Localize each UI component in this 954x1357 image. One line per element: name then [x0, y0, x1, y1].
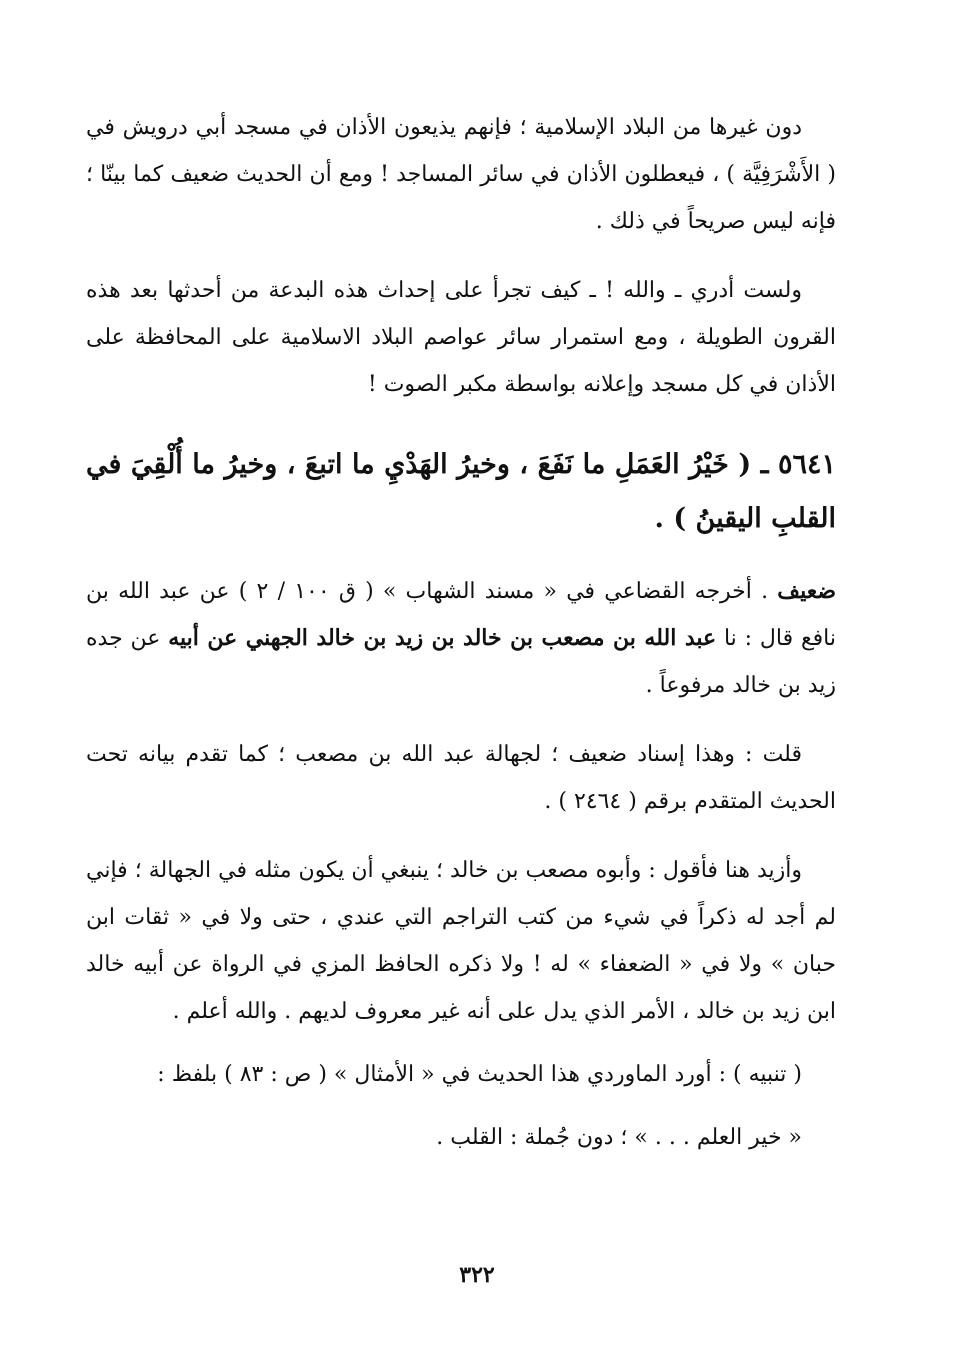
paragraph-takhrij [86, 568, 836, 709]
paragraph-note-quote: « خير العلم . . . » ؛ دون جُملة : القلب . [436, 1125, 802, 1150]
page-body [86, 104, 836, 1161]
paragraph-commentary: ولست أدري ـ والله ! ـ كيف تجرأ على إحداث هذه البدعة من أحدثها بعد هذه القرون الطويلة ، ومع استمرار سائر عواصم البلاد الاسلامية على المحافظة على الأذان في كل مسجد وإعلانه بواسطة مكبر الصوت ! [86, 278, 836, 397]
paragraph-addition: وأزيد هنا فأقول : وأبوه مصعب بن خالد ؛ ينبغي أن يكون مثله في الجهالة ؛ فإني لم أجد له ذكراً في شيء من كتب التراجم التي عندي ، حتى ولا في « ثقات ابن حبان » ولا في « الضعفاء » له ! ولا ذكره الحافظ المزي في الرواة عن أبيه خالد ابن زيد بن خالد ، الأمر الذي يدل على أنه غير معروف لديهم . والله أعلم . [86, 858, 836, 1024]
hadith-grade: ضعيف [777, 578, 837, 604]
isnad-chain: عبد الله بن مصعب بن خالد بن زيد بن خالد الجهني عن أبيه [168, 625, 717, 651]
paragraph-comment: قلت : وهذا إسناد ضعيف ؛ لجهالة عبد الله بن مصعب ؛ كما تقدم بيانه تحت الحديث المتقدم برقم ( ٢٤٦٤ ) . [86, 742, 836, 814]
page-number: ٣٢٢ [459, 1262, 495, 1288]
paragraph-continuation: دون غيرها من البلاد الإسلامية ؛ فإنهم يذيعون الأذان في مسجد أبي درويش في ( الأَشْرَفِيَّة ) ، فيعطلون الأذان في سائر المساجد ! ومع أن الحديث ضعيف كما بينّا ؛ فإنه ليس صريحاً في ذلك . [86, 115, 836, 234]
takhrij-tail: عن جده زيد بن خالد مرفوعاً . [86, 626, 836, 698]
paragraph-note: ( تنبيه ) : أورد الماوردي هذا الحديث في « الأمثال » ( ص : ٨٣ ) بلفظ : [157, 1062, 802, 1087]
hadith-text: ٥٦٤١ ـ ( خَيْرُ العَمَلِ ما نَفَعَ ، وخيرُ الهَدْيِ ما اتبعَ ، وخيرُ ما أُلْقِيَ في القلبِ اليقينُ ) . [86, 449, 836, 534]
takhrij-text: . أخرجه القضاعي في « مسند الشهاب » ( ق ١٠٠ / ٢ ) عن عبد الله بن نافع قال : نا [86, 579, 836, 651]
